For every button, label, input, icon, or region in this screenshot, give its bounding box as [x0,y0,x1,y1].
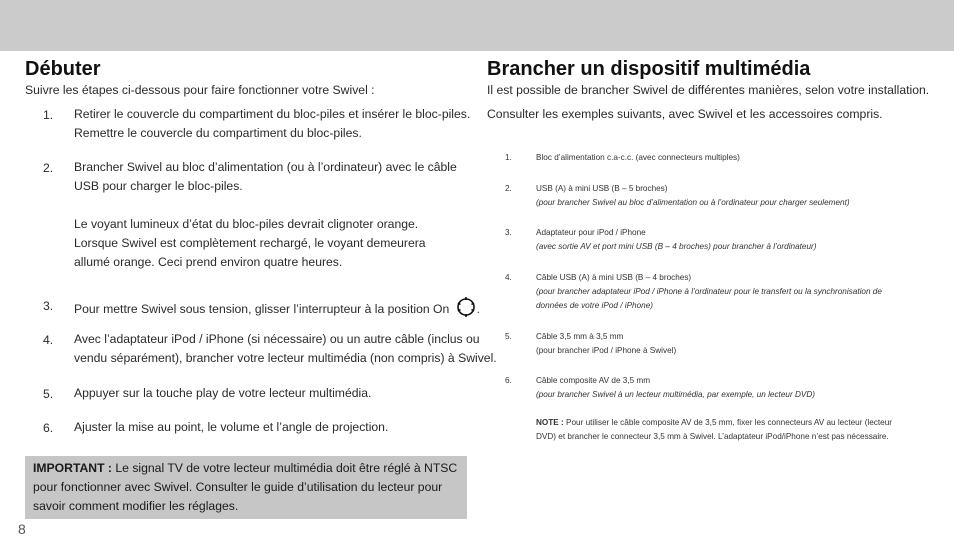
step-line: Lorsque Swivel est complètement rechargé, le voyant demeurera [74,236,426,250]
important-line: Le signal TV de votre lecteur multimédia doit être réglé à NTSC [111,461,458,475]
item-number: 3. [505,228,512,237]
item-number: 6. [505,376,512,385]
intro-text-1: Il est possible de brancher Swivel de différentes manières, selon votre installation. [487,83,930,97]
step-line: Avec l’adaptateur iPod / iPhone (si nécessaire) ou un autre câble (inclus ou [74,332,480,346]
intro-text: Suivre les étapes ci-dessous pour faire fonctionner votre Swivel : [25,83,375,97]
step-number: 5. [43,387,54,401]
step-5-text: Appuyer sur la touche play de votre lecteur multimédia. [74,386,372,400]
item-6 [536,374,815,402]
step-line: Retirer le couvercle du compartiment du bloc-piles et insérer le bloc-piles. [74,107,471,121]
item-number: 1. [505,153,512,162]
item-5 [536,330,676,358]
step-number: 4. [43,333,54,347]
step-2-text [74,158,457,196]
item-subtitle: données de votre iPod / iPhone) [536,301,653,310]
note [536,416,892,444]
step-line: Le voyant lumineux d’état du bloc-piles devrait clignoter orange. [74,217,419,231]
page-number: 8 [18,521,26,537]
step-6-text: Ajuster la mise au point, le volume et l’angle de projection. [74,420,389,434]
step-number: 3. [43,299,54,313]
step-number: 2. [43,161,54,175]
note-line: DVD) et brancher le connecteur 3,5 mm à Swivel. L’adaptateur iPod/iPhone n’est pas nécessaire. [536,432,889,441]
step-line: allumé orange. Ceci prend environ quatre heures. [74,255,343,269]
important-line: pour fonctionner avec Swivel. Consulter le guide d’utilisation du lecteur pour [33,480,443,494]
item-title: Câble USB (A) à mini USB (B – 4 broches) [536,273,692,282]
item-1 [536,151,740,165]
step-3-text [74,296,480,324]
item-title: Câble 3,5 mm à 3,5 mm [536,332,624,341]
item-subtitle: (avec sortie AV et port mini USB (B – 4 broches) pour brancher à l’ordinateur) [536,242,817,251]
item-subtitle: (pour brancher adaptateur iPod / iPhone à l’ordinateur pour le transfert ou la synchronisation de [536,287,882,296]
step-punctuation: . [476,302,481,317]
step-2-extra [74,215,426,272]
power-switch-icon [455,296,477,324]
item-title: USB (A) à mini USB (B – 5 broches) [536,184,668,193]
item-title: Câble composite AV de 3,5 mm [536,376,651,385]
item-2 [536,182,850,210]
item-3 [536,226,816,254]
step-line: Pour mettre Swivel sous tension, glisser l’interrupteur à la position On [74,302,450,317]
item-subtitle: (pour brancher iPod / iPhone à Swivel) [536,346,677,355]
step-line: Brancher Swivel au bloc d’alimentation (ou à l’ordinateur) avec le câble [74,160,457,174]
step-line: vendu séparément), brancher votre lecteur multimédia (non compris) à Swivel. [74,351,497,365]
step-4-text [74,330,497,368]
header-bar [0,0,954,51]
important-label: IMPORTANT : [33,461,112,475]
section-title-brancher: Brancher un dispositif multimédia [487,58,811,80]
step-number: 1. [43,108,54,122]
step-line: USB pour charger le bloc-piles. [74,179,243,193]
step-number: 6. [43,421,54,435]
item-title: Bloc d’alimentation c.a-c.c. (avec connecteurs multiples) [536,153,740,162]
item-number: 4. [505,273,512,282]
item-4 [536,271,882,313]
item-number: 5. [505,332,512,341]
item-number: 2. [505,184,512,193]
step-1-text [74,105,470,143]
step-line: Remettre le couvercle du compartiment du bloc-piles. [74,126,362,140]
item-subtitle: (pour brancher Swivel au bloc d’alimentation ou à l’ordinateur pour charger seulement) [536,198,850,207]
item-subtitle: (pour brancher Swivel à un lecteur multimédia, par exemple, un lecteur DVD) [536,390,815,399]
important-notice [25,456,467,519]
note-line: Pour utiliser le câble composite AV de 3,5 mm, fixer les connecteurs AV au lecteur (lecteur [563,418,893,427]
section-title-debuter: Débuter [25,58,101,80]
note-label: NOTE : [536,418,564,427]
intro-text-2: Consulter les exemples suivants, avec Swivel et les accessoires compris. [487,107,883,121]
item-title: Adaptateur pour iPod / iPhone [536,228,646,237]
important-line: savoir comment modifier les réglages. [33,499,239,513]
